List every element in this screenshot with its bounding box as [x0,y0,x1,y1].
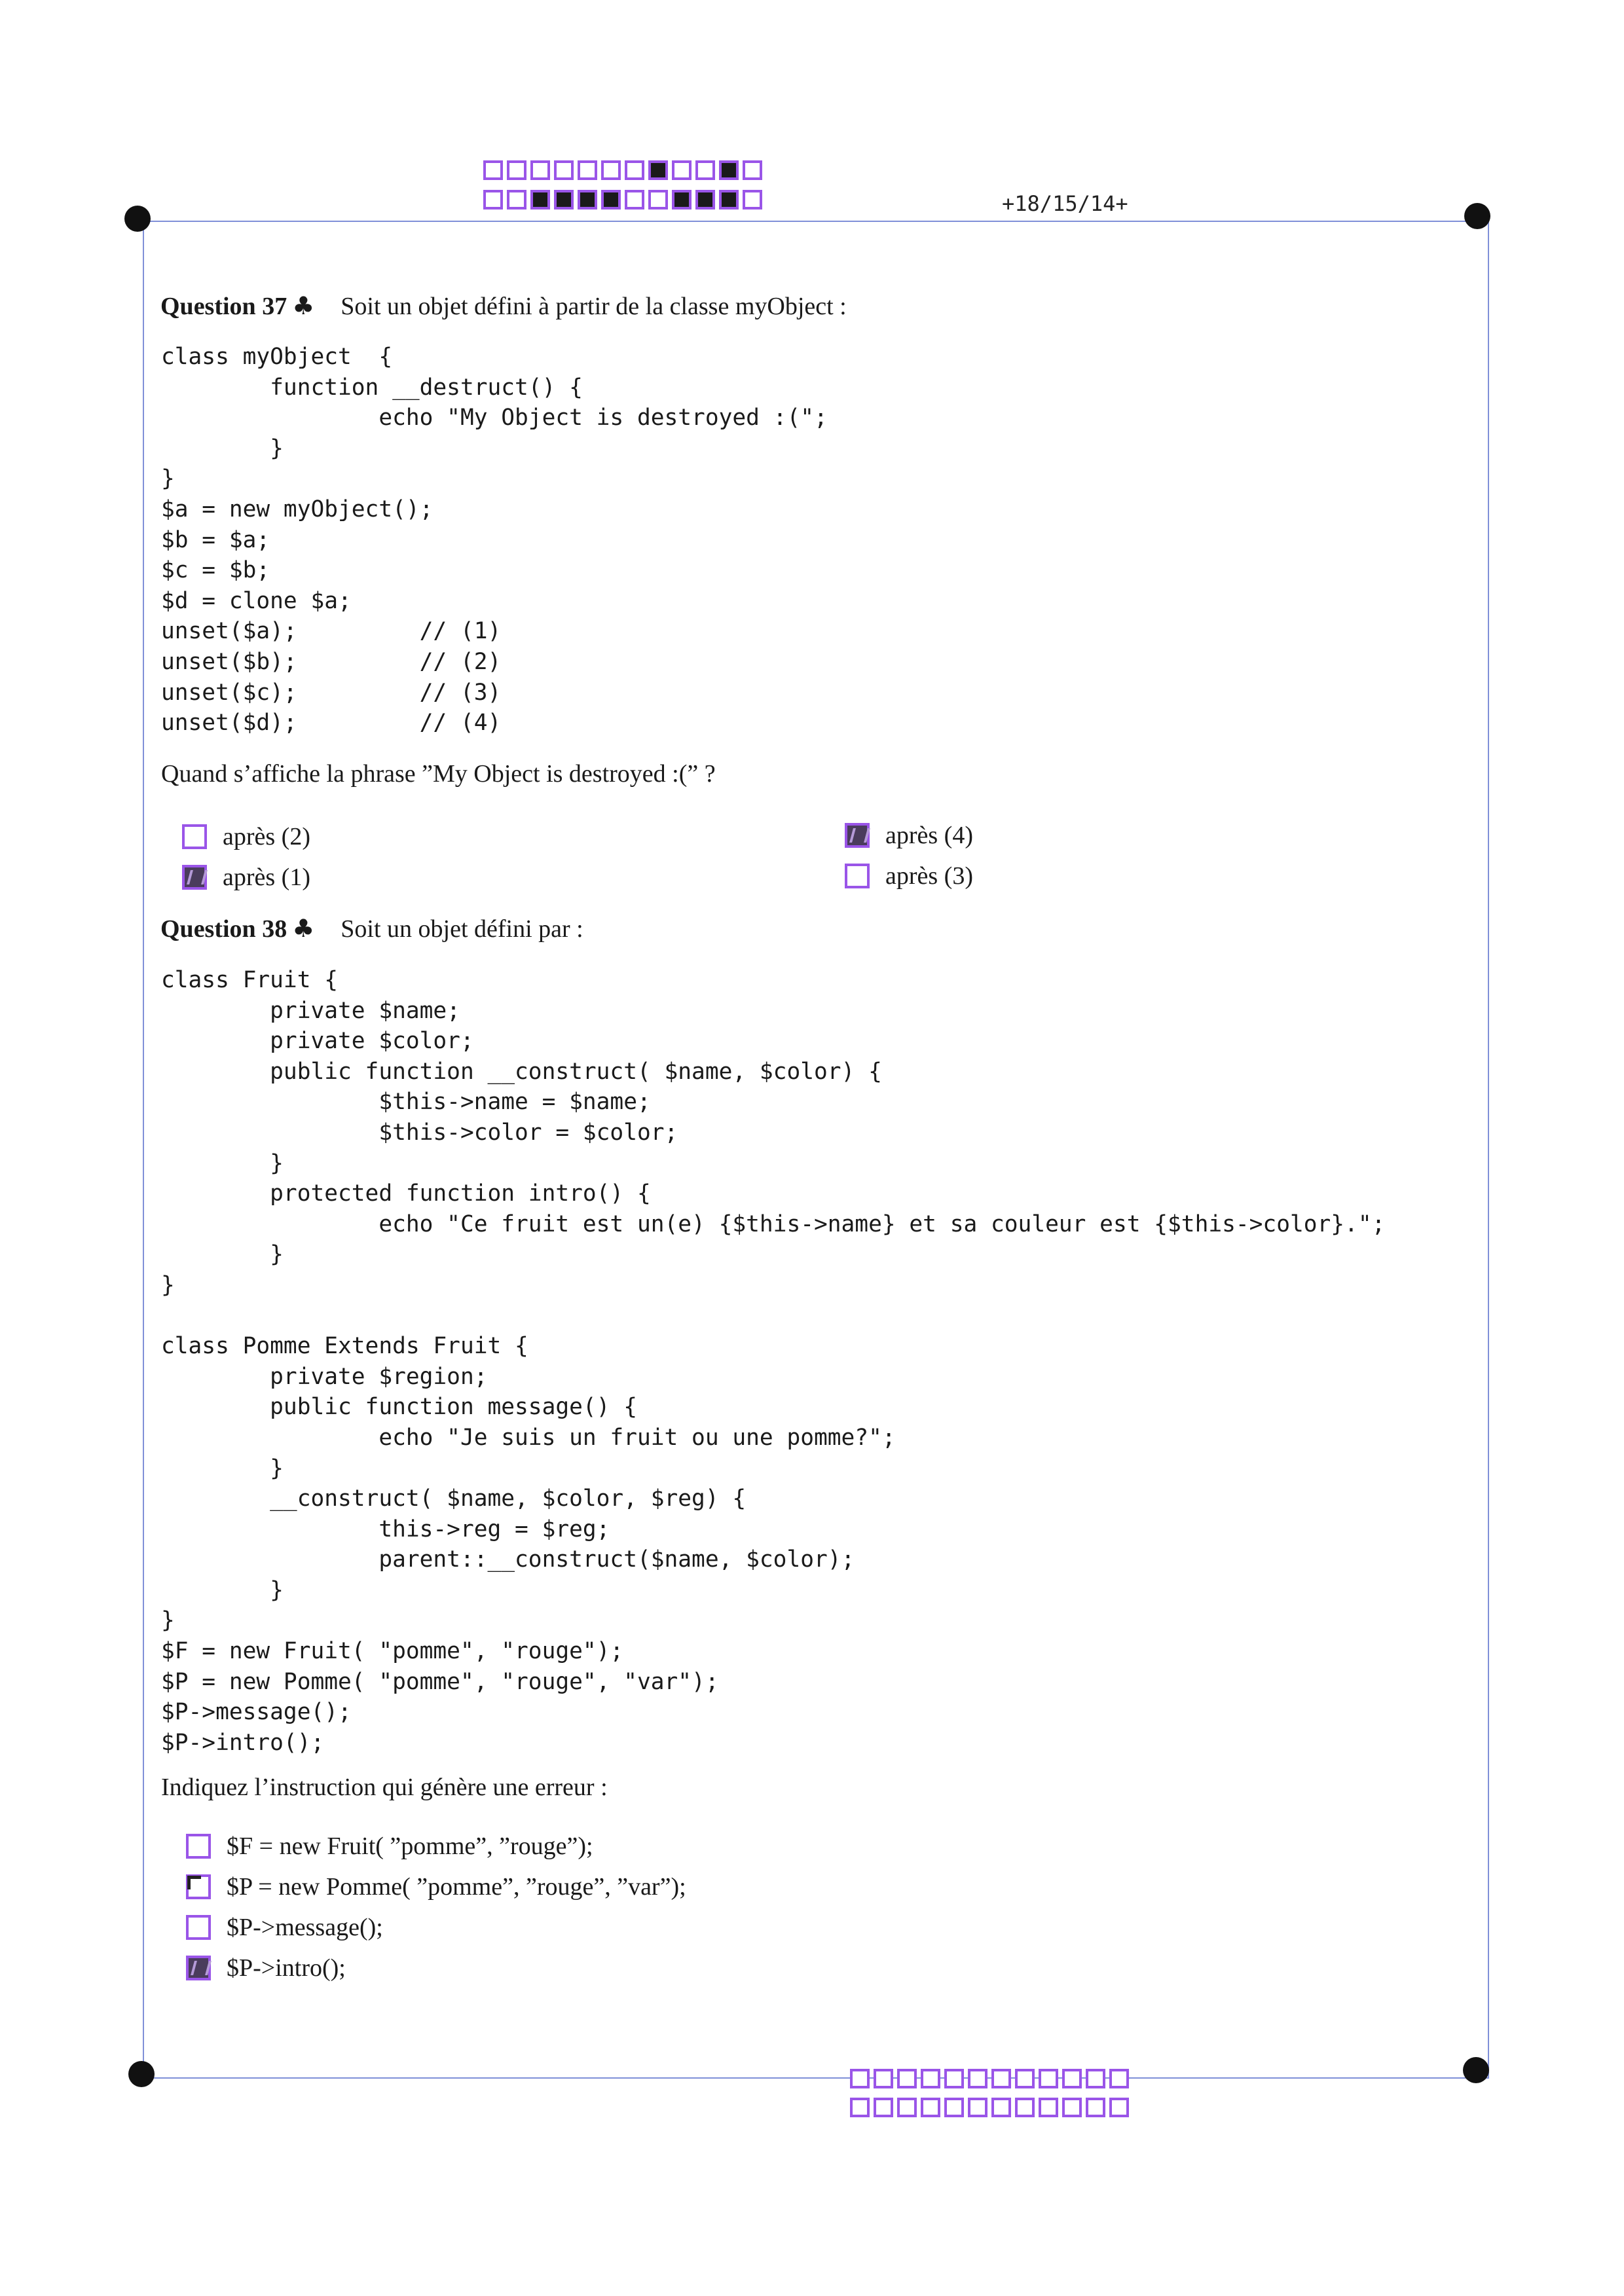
barcode-cell [874,2069,893,2088]
barcode-cell [672,190,692,210]
barcode-cell [850,2098,870,2117]
registration-mark-top-right [1464,203,1490,229]
choice-label: après (3) [885,862,973,890]
q37-choice-1[interactable] [182,822,310,851]
barcode-cell [1039,2069,1058,2088]
barcode-cell [578,190,597,210]
barcode-cell [507,160,526,180]
barcode-cell [897,2098,917,2117]
checkbox[interactable] [845,864,870,888]
question-38-header [160,914,583,943]
barcode-cell [921,2098,940,2117]
barcode-cell [1015,2098,1035,2117]
barcode-cell [968,2069,987,2088]
barcode-cell [1039,2098,1058,2117]
barcode-cell [991,2069,1011,2088]
registration-mark-bottom-left [128,2061,155,2087]
barcode-cell [897,2069,917,2088]
barcode-cell [1015,2069,1035,2088]
choice-label: après (2) [223,823,310,850]
barcode-cell [695,160,715,180]
q37-choice-2[interactable] [182,863,310,892]
barcode-cell [601,160,621,180]
barcode-cell [601,190,621,210]
barcode-cell [672,160,692,180]
barcode-cell [648,160,668,180]
question-38-prompt: Indiquez l’instruction qui génère une erreur : [161,1774,608,1801]
checkbox[interactable] [182,824,207,849]
barcode-cell [1062,2069,1082,2088]
barcode-cell [554,160,574,180]
checkbox[interactable] [845,823,870,848]
barcode-cell [991,2098,1011,2117]
checkbox[interactable] [186,1874,211,1899]
barcode-cell [944,2098,964,2117]
registration-mark-bottom-right [1463,2057,1489,2083]
q38-choice-3[interactable] [186,1913,383,1942]
question-label: Question 37 [160,293,287,320]
question-37-prompt: Quand s’affiche la phrase ”My Object is destroyed :(” ? [161,760,716,788]
choice-label: $P = new Pomme( ”pomme”, ”rouge”, ”var”); [227,1873,686,1901]
barcode-cell [1086,2098,1105,2117]
checkbox[interactable] [186,1834,211,1859]
checkbox[interactable] [186,1915,211,1940]
barcode-bottom-row-2 [850,2098,1133,2117]
barcode-top-row-2 [483,190,766,210]
barcode-cell [968,2098,987,2117]
barcode-cell [944,2069,964,2088]
barcode-cell [507,190,526,210]
question-text: Soit un objet défini à partir de la classe myObject : [341,293,847,320]
page-id: +18/15/14+ [1002,191,1128,216]
barcode-cell [625,190,644,210]
q37-choice-4[interactable] [845,862,973,890]
question-label: Question 38 [160,915,287,943]
club-icon: ♣ [292,914,315,943]
question-37-header [160,291,847,321]
barcode-cell [719,160,739,180]
barcode-cell [743,190,762,210]
registration-mark-top-left [124,206,151,232]
barcode-cell [648,190,668,210]
barcode-cell [483,160,503,180]
barcode-cell [921,2069,940,2088]
barcode-cell [1086,2069,1105,2088]
barcode-bottom-row-1 [850,2069,1133,2088]
choice-label: $P->intro(); [227,1954,346,1982]
barcode-cell [743,160,762,180]
checkbox[interactable] [186,1956,211,1980]
barcode-cell [625,160,644,180]
q37-choice-3[interactable] [845,821,973,850]
barcode-cell [1109,2069,1129,2088]
q38-choice-2[interactable] [186,1872,686,1901]
barcode-cell [874,2098,893,2117]
barcode-cell [483,190,503,210]
barcode-cell [578,160,597,180]
barcode-top-row-1 [483,160,766,180]
barcode-cell [554,190,574,210]
q38-choice-1[interactable] [186,1832,593,1861]
question-text: Soit un objet défini par : [341,915,583,943]
checkbox[interactable] [182,865,207,890]
barcode-cell [1062,2098,1082,2117]
barcode-cell [719,190,739,210]
choice-label: $F = new Fruit( ”pomme”, ”rouge”); [227,1832,593,1860]
barcode-cell [530,190,550,210]
barcode-cell [1109,2098,1129,2117]
question-38-code: class Fruit { private $name; private $color; public function __construct( $name, $color) { $this->name = $name; $this->color = $color; } protected function intro() { echo "Ce fruit est un(e) {$this->name} et sa couleur est {$this->color}."; } } class Pomme Extends Fruit { private $region; public function message() { echo "Je suis un fruit ou une pomme?"; } __construct( $name, $color, $reg) { this->reg = $reg; parent::__construct($name, $color); } } $F = new Fruit( "pomme", "rouge"); $P = new Pomme( "pomme", "rouge", "var"); $P->message(); $P->intro(); [161,967,1386,1756]
barcode-cell [530,160,550,180]
question-37-code: class myObject { function __destruct() { echo "My Object is destroyed :("; } } $a = new myObject(); $b = $a; $c = $b; $d = clone $a; unset($a); // (1) unset($b); // (2) unset($c); // (3) unset($d); // (4) [161,344,828,737]
choice-label: après (4) [885,822,973,849]
q38-choice-4[interactable] [186,1954,346,1982]
club-icon: ♣ [292,291,315,320]
barcode-cell [850,2069,870,2088]
choice-label: après (1) [223,864,310,891]
choice-label: $P->message(); [227,1914,383,1941]
barcode-cell [695,190,715,210]
